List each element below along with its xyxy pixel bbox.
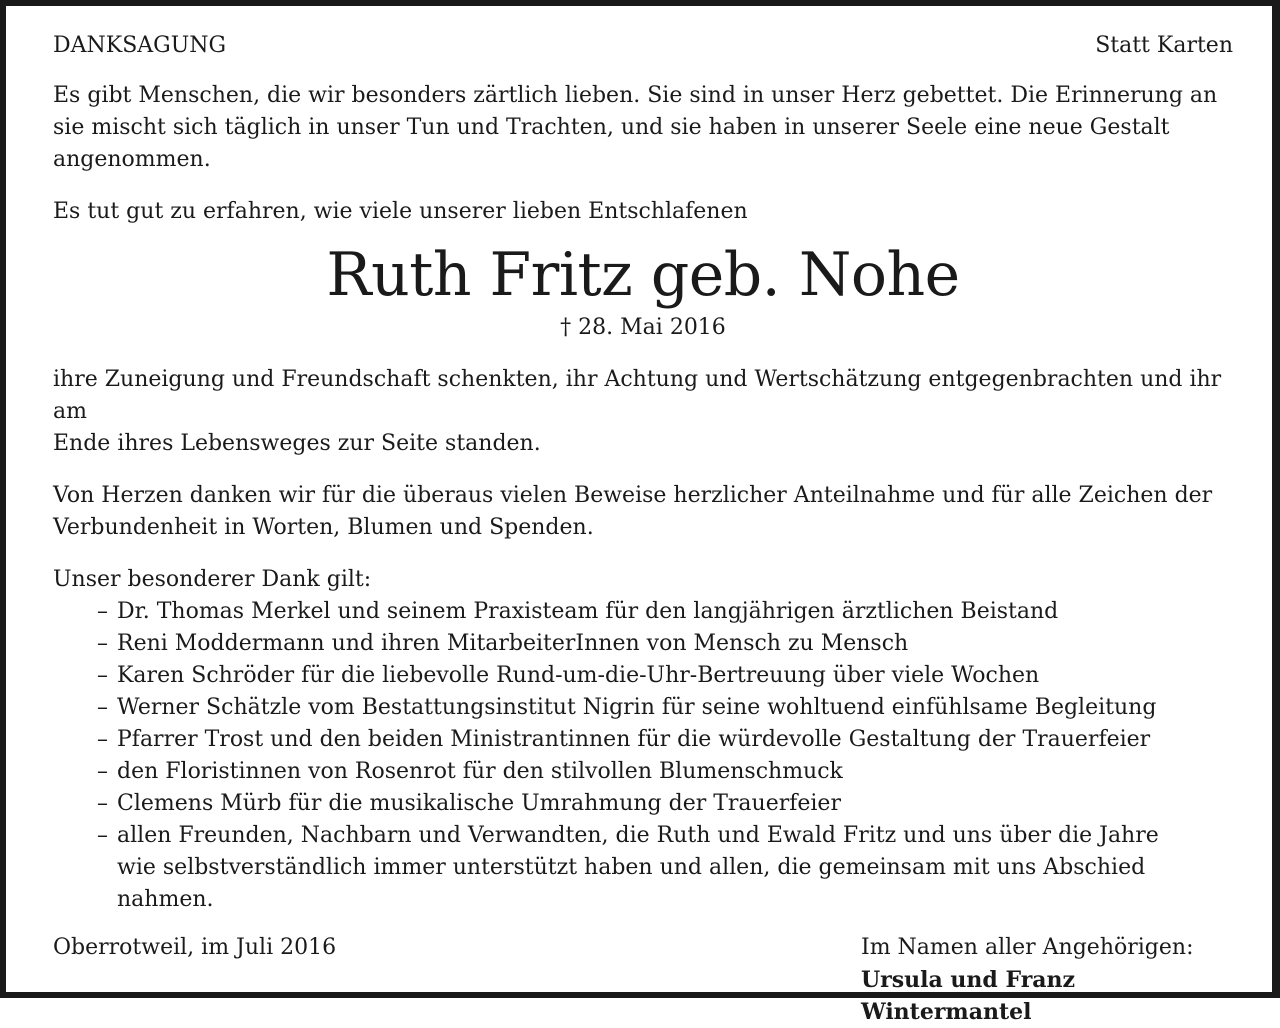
thanks-item-text: Pfarrer Trost und den beiden Ministrantinnen für die würdevolle Gestaltung der Trauerfeier: [117, 727, 1151, 752]
tribute-line: ihre Zuneigung und Freundschaft schenkten, ihr Achtung und Wertschätzung entgegenbrachten und ihr am: [53, 367, 1222, 424]
intro-line: Es gibt Menschen, die wir besonders zärtlich lieben. Sie sind in unser Herz gebettet. Die Erinnerung an: [53, 83, 1218, 108]
dash-mark: –: [97, 759, 108, 784]
thanks-item-text: Dr. Thomas Merkel und seinem Praxisteam für den langjährigen ärztlichen Beistand: [117, 599, 1059, 624]
footer-row: [53, 932, 1233, 1028]
list-item: [53, 660, 1233, 692]
list-item: [53, 724, 1233, 756]
dash-mark: –: [97, 663, 108, 688]
list-item: [53, 756, 1233, 788]
tribute-paragraph: [53, 364, 1233, 460]
notice-type: DANKSAGUNG: [53, 33, 227, 58]
tribute-line: Ende ihres Lebensweges zur Seite standen.: [53, 431, 541, 456]
dash-mark: –: [97, 599, 108, 624]
notice-note: Statt Karten: [1095, 33, 1233, 58]
header-row: [53, 30, 1233, 62]
list-item: [53, 820, 1233, 916]
dash-mark: –: [97, 631, 108, 656]
thanks-item-text: Reni Moddermann und ihren MitarbeiterInnen von Mensch zu Mensch: [117, 631, 909, 656]
list-item: [53, 692, 1233, 724]
list-item: [53, 788, 1233, 820]
dash-mark: –: [97, 695, 108, 720]
intro-line: angenommen.: [53, 147, 211, 172]
dash-mark: –: [97, 791, 108, 816]
thanks-item-text: Werner Schätzle vom Bestattungsinstitut Nigrin für seine wohltuend einfühlsame Begleitung: [117, 695, 1157, 720]
intro-paragraph: [53, 80, 1233, 176]
intro-line: sie mischt sich täglich in unser Tun und Trachten, und sie haben in unserer Seele eine neue Gestalt: [53, 115, 1170, 140]
signature-block: [861, 932, 1233, 1028]
signature-label: Im Namen aller Angehörigen:: [861, 935, 1194, 960]
dash-mark: –: [97, 727, 108, 752]
gratitude-line: Verbundenheit in Worten, Blumen und Spenden.: [53, 515, 594, 540]
thanks-item-text: den Floristinnen von Rosenrot für den stilvollen Blumenschmuck: [117, 759, 843, 784]
dash-mark: –: [97, 823, 108, 848]
thanks-item-text: Clemens Mürb für die musikalische Umrahmung der Trauerfeier: [117, 791, 841, 816]
obituary-notice: [53, 30, 1233, 1028]
thanks-list: [53, 596, 1233, 916]
gratitude-line: Von Herzen danken wir für die überaus vielen Beweise herzlicher Anteilnahme und für alle Zeichen der: [53, 483, 1213, 508]
thanks-item-continuation: wie selbstverständlich immer unterstützt haben und allen, die gemeinsam mit uns Abschied nahmen.: [117, 855, 1146, 912]
place-date: Oberrotweil, im Juli 2016: [53, 935, 337, 960]
gratitude-paragraph: [53, 480, 1233, 544]
lead-sentence: Es tut gut zu erfahren, wie viele unserer lieben Entschlafenen: [53, 199, 748, 224]
thanks-item-text: allen Freunden, Nachbarn und Verwandten, die Ruth und Ewald Fritz und uns über die Jahre: [117, 823, 1159, 848]
thanks-heading: Unser besonderer Dank gilt:: [53, 567, 372, 592]
list-item: [53, 596, 1233, 628]
thanks-item-text: Karen Schröder für die liebevolle Rund-um-die-Uhr-Bertreuung über viele Wochen: [117, 663, 1040, 688]
deceased-name: Ruth Fritz geb. Nohe: [326, 240, 960, 310]
list-item: [53, 628, 1233, 660]
death-date: † 28. Mai 2016: [560, 315, 726, 340]
signature-names: Ursula und Franz Wintermantel: [861, 967, 1076, 1025]
